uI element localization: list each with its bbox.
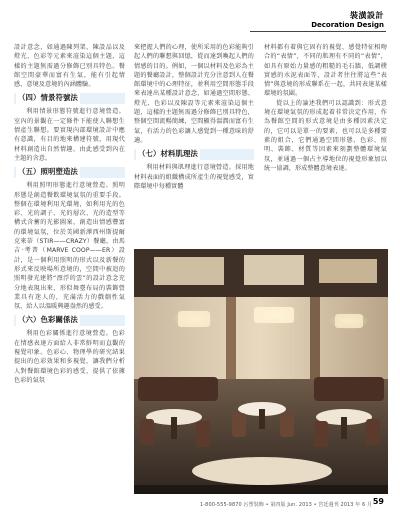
section-heading-label: （四）情景符號法 (18, 93, 78, 103)
column-2 (134, 43, 254, 191)
paragraph: 利用情景形態符號進行意境營造。室內的景觀在一定條件下能使人聯想生情產生聯想。要實現內部環境設計中應有意識，有目的地來構建符號，用現代材料創造出自然情趣，由此感受到內在主題的含意。 (14, 108, 125, 162)
section-title-zh: 裝潢設計 (350, 11, 384, 20)
page-number: 59 (372, 497, 384, 506)
section-header (311, 10, 384, 29)
restaurant-interior-photo (134, 249, 388, 494)
section-heading-6 (14, 315, 125, 326)
section-heading-4 (14, 93, 125, 104)
section-heading-label: （七）材料肌理法 (138, 149, 198, 159)
paragraph: 材料都有着與它固有的視覺、感覺特征相吻合的“表情”，不同的肌理有不同的“表情”，如具有原始力量感的粗糙的毛石牆，低調樸實感的水泥表面等，設計者往往將這些“表情”與意境的形成聯系在一起，共同表達某樣環境的氛圍。 (264, 44, 387, 98)
paragraph: 利用照明形態進行意境營造。照明形態是創造餐飲環境氣氛的重要手段。整個在環境利用光環境，如利用光的色彩、光的調子、光的層次、光的造型等構式含蓄的光影圖案，創造出情感豐富的環境氣氛，位於美國新澤西州斯提爾克來蒂（STIR——CRAZY）餐廳，由馬吉·考普（MARVE COOP——ER）設計，是一個利用照明的形式以及新餐的形式來反映場所意境的，空間中被追的照明發光建將“漂浮的雲”的設計意念充分地表現出來，形似舞臺布局的裝飾營業具有迷人的，充滿活力的戲劇性氣氛，給人以溫暖興趣盎然的感受。 (14, 182, 125, 311)
paragraph: 利用材料與肌理進行意境營造。採用地材料表面的組織構成所產生的視覺感受，實際環境中每種實體 (134, 164, 254, 190)
column-1 (14, 43, 125, 385)
section-heading-7 (134, 149, 254, 160)
section-heading-5 (14, 167, 125, 178)
paragraph: 來把握人們的心理，使所采用的色彩能夠引起人們的聯想與回憶，從而達到喚起人們的情感的目的。例如，一個以材料及色彩為主題的餐廳設計，整個設計充分注意到人在餐館環境中的心理特征，並利用空間形態手段來表達出某種設計意念，如通過空間形態、燈光、色彩以及陳設等元素來渲染這個主題，這樣的主題無需過分修飾已別具特色，整個空間流暢簡練，空間顯得溫潤而富有生氣，有活力的色彩讓人感覺到一種意味的舒適。 (134, 44, 254, 144)
header-rule (250, 31, 386, 32)
section-title-en: Decoration Design (311, 21, 384, 29)
section-heading-label: （六）色彩關係法 (18, 315, 78, 325)
column-3 (264, 43, 387, 173)
paragraph: 從以上的論述我們可以認識到：形式意境在環境氣氛的形成起着非常決定作用，作為餐館空間的形式意境是由多種因素決定的，它可以是單一的要素，也可以是多種要素的組合，它們通過空間形態、色彩、照明、裝飾、材質等因素來刻劃整體環境氣氛，並通過一個占主導地位的視覺形象加以統一協調，形成整體意境表達。 (264, 99, 387, 172)
paragraph: 利用色彩關係進行意境營造。色彩在情感表達方面給人非常鮮明而直觀的視覺印象。色彩心、物理學的研究結果提出的色彩效果和多視覺，讓我們分析人對餐館環境色彩的感受，提供了依據色彩的氣氛 (14, 330, 125, 384)
paragraph: 設計意念，如通過陳列架、陳設品以及燈光、色彩等元素來渲染這個主題，這樣的主題無需過分修飾已別具特色。餐館空間豪華而富有生氣，能有引起情感、意境及意境的內涵體驗。 (14, 44, 125, 89)
footer-text: 1-800-555-9870 污塑裝飾 • 第四版 Jun. 2013 • 宮廷週刊 2013 年 6 月 (200, 502, 373, 508)
section-heading-label: （五）照明塑造法 (18, 167, 78, 177)
